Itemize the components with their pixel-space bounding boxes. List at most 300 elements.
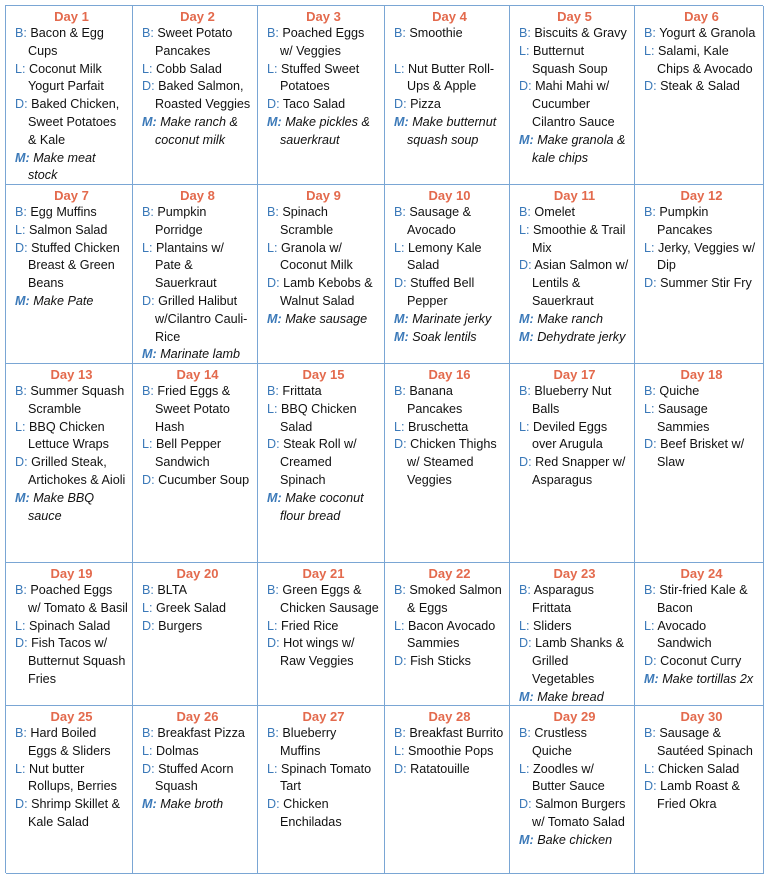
- meal-entry: [394, 61, 505, 97]
- meal-letter: D:: [15, 97, 28, 112]
- meal-letter: L:: [519, 419, 530, 434]
- meal-entry: [519, 222, 630, 258]
- meal-letter: L:: [142, 743, 153, 758]
- day-title: Day 12: [680, 188, 723, 203]
- day-cell: [133, 364, 258, 563]
- meal-text: Cobb Salad: [156, 61, 222, 76]
- day-title: Day 23: [553, 566, 596, 581]
- meal-letter: L:: [519, 618, 530, 633]
- meal-text: Spinach Scramble: [280, 205, 334, 237]
- meal-letter: B:: [394, 384, 406, 398]
- meal-letter: M:: [394, 114, 409, 129]
- meal-text: Zoodles w/ Butter Sauce: [532, 761, 605, 794]
- day-title: Day 19: [50, 566, 93, 581]
- meal-letter: B:: [644, 583, 656, 597]
- day-cell: [635, 706, 764, 874]
- meal-text: Make tortillas 2x: [662, 671, 754, 686]
- meal-letter: B:: [142, 583, 154, 597]
- meal-text: Green Eggs & Chicken Sausage: [280, 583, 379, 615]
- meal-entry: [394, 743, 505, 761]
- meal-letter: D:: [267, 437, 280, 452]
- meal-entry: [394, 582, 505, 618]
- meal-text: Granola w/ Coconut Milk: [280, 240, 353, 273]
- day-title: Day 11: [553, 188, 596, 203]
- prep-task: [142, 796, 253, 814]
- meal-text: Smoothie: [409, 26, 463, 40]
- day-title: Day 29: [553, 709, 596, 724]
- meal-text: Burgers: [158, 618, 203, 633]
- meal-text: Cucumber Soup: [158, 472, 250, 487]
- day-title: Day 1: [54, 9, 89, 24]
- meal-entry: [644, 778, 759, 814]
- meal-letter: B:: [267, 384, 279, 398]
- meal-text: Grilled Halibut w/Cilantro Cauli- Rice: [155, 293, 248, 344]
- meal-text: Smoothie & Trail Mix: [532, 222, 626, 255]
- prep-task: [394, 329, 505, 347]
- meal-entry: [394, 240, 505, 276]
- meal-text: Hard Boiled Eggs & Sliders: [28, 726, 111, 758]
- meal-entry: [644, 401, 759, 437]
- meal-entry: [267, 401, 380, 437]
- meal-entry: [394, 96, 505, 114]
- prep-task: [267, 114, 380, 150]
- meal-letter: L:: [15, 61, 26, 76]
- meal-letter: L:: [15, 761, 26, 776]
- meal-entry: [644, 25, 759, 43]
- meal-letter: D:: [142, 79, 155, 94]
- meal-entry: [15, 454, 128, 490]
- day-title: Day 24: [680, 566, 723, 581]
- day-title: Day 25: [50, 709, 93, 724]
- meal-entry: [394, 25, 505, 43]
- prep-task: [142, 346, 253, 364]
- meal-letter: L:: [644, 618, 655, 633]
- day-title: Day 4: [432, 9, 467, 24]
- meal-text: Marinate lamb: [160, 347, 240, 362]
- meal-text: Lemony Kale Salad: [407, 240, 482, 273]
- day-cell: [6, 706, 133, 874]
- meal-letter: D:: [394, 97, 407, 112]
- meal-text: Bell Pepper Sandwich: [155, 437, 222, 470]
- meal-letter: L:: [519, 761, 530, 776]
- meal-text: Stuffed Chicken Breast & Green Beans: [28, 240, 120, 291]
- prep-task: [519, 311, 630, 329]
- meal-letter: B:: [519, 205, 531, 219]
- meal-entry: [142, 204, 253, 240]
- day-cell: [6, 185, 133, 364]
- meal-letter: L:: [644, 401, 655, 416]
- prep-task: [267, 311, 380, 329]
- meal-entry: [267, 61, 380, 97]
- meal-letter: B:: [519, 583, 531, 597]
- prep-task: [267, 490, 380, 526]
- meal-letter: D:: [267, 797, 280, 812]
- meal-text: Fried Eggs & Sweet Potato Hash: [155, 384, 231, 434]
- meal-entry: [644, 204, 759, 240]
- meal-entry: [519, 257, 630, 310]
- day-cell: [510, 706, 635, 874]
- meal-letter: M:: [519, 132, 534, 147]
- day-title: Day 30: [680, 709, 723, 724]
- meal-letter: D:: [519, 797, 532, 812]
- meal-letter: L:: [394, 419, 405, 434]
- meal-text: Deviled Eggs over Arugula: [532, 419, 608, 452]
- meal-entry: [394, 653, 505, 671]
- meal-text: Bacon & Egg Cups: [28, 26, 104, 58]
- meal-letter: L:: [519, 222, 530, 237]
- meal-entry: [142, 743, 253, 761]
- meal-entry: [15, 761, 128, 797]
- day-cell: [635, 185, 764, 364]
- meal-plan-grid: [5, 5, 763, 873]
- meal-letter: L:: [142, 61, 153, 76]
- meal-text: Stir-fried Kale & Bacon: [657, 583, 748, 615]
- day-cell: [635, 6, 764, 185]
- day-title: Day 26: [176, 709, 219, 724]
- meal-text: Bake chicken: [537, 832, 613, 847]
- meal-text: Fish Sticks: [410, 654, 471, 669]
- day-cell: [385, 6, 510, 185]
- meal-entry: [644, 582, 759, 618]
- meal-letter: D:: [644, 79, 657, 94]
- day-cell: [635, 563, 764, 706]
- day-title: Day 15: [302, 367, 345, 382]
- meal-letter: M:: [142, 347, 157, 362]
- meal-entry: [519, 635, 630, 688]
- meal-text: Ratatouille: [410, 761, 470, 776]
- meal-entry: [519, 25, 630, 43]
- meal-entry: [394, 419, 505, 437]
- day-cell: [6, 6, 133, 185]
- meal-letter: M:: [644, 671, 659, 686]
- meal-entry: [142, 293, 253, 346]
- meal-letter: M:: [267, 490, 282, 505]
- day-title: Day 10: [428, 188, 471, 203]
- meal-letter: D:: [142, 618, 155, 633]
- meal-text: Make butternut squash soup: [407, 114, 497, 147]
- day-cell: [133, 706, 258, 874]
- meal-entry: [644, 78, 759, 96]
- meal-text: Breakfast Pizza: [157, 726, 245, 740]
- meal-letter: B:: [267, 205, 279, 219]
- meal-text: BLTA: [157, 583, 188, 597]
- prep-task: [519, 329, 630, 347]
- meal-text: Red Snapper w/ Asparagus: [532, 455, 626, 487]
- meal-text: Make coconut flour bread: [280, 490, 364, 523]
- meal-letter: B:: [644, 726, 656, 740]
- meal-letter: L:: [142, 437, 153, 452]
- meal-letter: L:: [267, 61, 278, 76]
- meal-entry: [15, 635, 128, 688]
- meal-text: Frittata: [282, 384, 322, 398]
- meal-text: Stuffed Sweet Potatoes: [280, 61, 360, 94]
- meal-entry: [267, 383, 380, 401]
- meal-letter: B:: [394, 26, 406, 40]
- meal-entry: [519, 618, 630, 636]
- meal-text: Salmon Burgers w/ Tomato Salad: [532, 797, 626, 829]
- meal-entry: [394, 43, 505, 61]
- meal-text: Avocado Sandwich: [657, 618, 712, 651]
- meal-letter: D:: [394, 761, 407, 776]
- day-title: Day 5: [557, 9, 592, 24]
- meal-letter: D:: [394, 437, 407, 452]
- meal-text: Make sausage: [285, 311, 368, 326]
- meal-text: Crustless Quiche: [532, 726, 587, 758]
- meal-entry: [267, 725, 380, 761]
- meal-entry: [267, 796, 380, 832]
- meal-text: Yogurt & Granola: [659, 26, 756, 40]
- meal-entry: [267, 25, 380, 61]
- meal-letter: D:: [519, 258, 532, 273]
- meal-letter: B:: [644, 205, 656, 219]
- day-title: Day 14: [176, 367, 219, 382]
- meal-letter: M:: [267, 311, 282, 326]
- meal-entry: [142, 25, 253, 61]
- prep-task: [15, 293, 128, 311]
- day-cell: [133, 185, 258, 364]
- meal-entry: [15, 25, 128, 61]
- meal-entry: [519, 725, 630, 761]
- meal-text: Make meat stock: [28, 150, 96, 183]
- prep-task: [15, 490, 128, 526]
- meal-entry: [519, 43, 630, 79]
- meal-letter: D:: [644, 654, 657, 669]
- prep-task: [394, 311, 505, 329]
- meal-text: Banana Pancakes: [407, 384, 463, 416]
- meal-entry: [644, 43, 759, 79]
- meal-text: Bacon Avocado Sammies: [407, 618, 496, 651]
- prep-task: [394, 114, 505, 150]
- meal-text: Poached Eggs w/ Veggies: [280, 26, 365, 58]
- meal-letter: D:: [15, 636, 28, 651]
- meal-text: Grilled Steak, Artichokes & Aioli: [28, 455, 126, 487]
- meal-text: Spinach Salad: [29, 618, 111, 633]
- meal-text: Plantains w/ Pate & Sauerkraut: [155, 240, 224, 291]
- prep-task: [15, 150, 128, 185]
- meal-text: Make broth: [160, 797, 224, 812]
- meal-entry: [394, 725, 505, 743]
- meal-letter: B:: [519, 384, 531, 398]
- meal-letter: D:: [142, 761, 155, 776]
- meal-text: Marinate jerky: [412, 311, 492, 326]
- meal-letter: D:: [394, 654, 407, 669]
- meal-text: Taco Salad: [282, 97, 346, 112]
- meal-letter: D:: [15, 797, 28, 812]
- meal-letter: L:: [267, 618, 278, 633]
- meal-letter: D:: [519, 636, 532, 651]
- meal-letter: M:: [142, 797, 157, 812]
- meal-letter: L:: [394, 61, 405, 76]
- meal-entry: [394, 436, 505, 489]
- meal-text: Hot wings w/ Raw Veggies: [280, 636, 355, 669]
- meal-letter: B:: [142, 205, 154, 219]
- meal-letter: L:: [394, 618, 405, 633]
- meal-text: Blueberry Muffins: [280, 726, 337, 758]
- meal-entry: [644, 275, 759, 293]
- meal-text: Asian Salmon w/ Lentils & Sauerkraut: [532, 258, 629, 308]
- meal-text: Fried Rice: [281, 618, 339, 633]
- meal-text: Lamb Roast & Fried Okra: [657, 779, 740, 812]
- meal-letter: B:: [644, 26, 656, 40]
- meal-entry: [142, 725, 253, 743]
- meal-letter: D:: [519, 455, 532, 470]
- day-cell: [6, 563, 133, 706]
- meal-letter: L:: [15, 419, 26, 434]
- meal-text: Make granola & kale chips: [532, 132, 626, 165]
- meal-letter: D:: [644, 437, 657, 452]
- meal-letter: B:: [394, 205, 406, 219]
- meal-letter: B:: [15, 726, 27, 740]
- meal-entry: [15, 61, 128, 97]
- meal-entry: [142, 472, 253, 490]
- meal-text: Baked Chicken, Sweet Potatoes & Kale: [28, 97, 120, 147]
- prep-task: [142, 114, 253, 150]
- meal-text: Make ranch: [537, 311, 603, 326]
- prep-task: [519, 132, 630, 168]
- day-title: Day 20: [176, 566, 219, 581]
- meal-text: Sausage Sammies: [657, 401, 710, 434]
- meal-text: Stuffed Acorn Squash: [155, 761, 234, 794]
- meal-entry: [15, 96, 128, 149]
- meal-entry: [394, 761, 505, 779]
- meal-text: Stuffed Bell Pepper: [407, 276, 475, 308]
- meal-text: Make BBQ sauce: [28, 490, 95, 523]
- meal-letter: M:: [519, 832, 534, 847]
- meal-entry: [142, 600, 253, 618]
- meal-entry: [15, 582, 128, 618]
- day-cell: [385, 563, 510, 706]
- meal-letter: B:: [267, 26, 279, 40]
- meal-text: Breakfast Burrito: [409, 726, 504, 740]
- meal-letter: L:: [15, 618, 26, 633]
- meal-text: Salami, Kale Chips & Avocado: [657, 43, 753, 76]
- meal-entry: [142, 240, 253, 293]
- meal-entry: [142, 61, 253, 79]
- meal-entry: [394, 618, 505, 654]
- meal-entry: [394, 383, 505, 419]
- meal-text: Lamb Shanks & Grilled Vegetables: [532, 636, 625, 686]
- meal-text: Steak & Salad: [660, 79, 740, 94]
- meal-letter: D:: [142, 293, 155, 308]
- meal-letter: L:: [267, 761, 278, 776]
- meal-entry: [15, 204, 128, 222]
- day-title: Day 13: [50, 367, 93, 382]
- meal-text: Spinach Tomato Tart: [280, 761, 372, 794]
- meal-letter: B:: [15, 26, 27, 40]
- meal-text: Beef Brisket w/ Slaw: [657, 437, 745, 470]
- meal-entry: [394, 275, 505, 311]
- meal-letter: D:: [267, 276, 280, 291]
- meal-entry: [267, 582, 380, 618]
- day-title: Day 16: [428, 367, 471, 382]
- meal-entry: [644, 240, 759, 276]
- meal-text: Make Pate: [33, 293, 94, 308]
- meal-entry: [644, 653, 759, 671]
- meal-letter: B:: [142, 26, 154, 40]
- meal-text: Fish Tacos w/ Butternut Squash Fries: [28, 636, 126, 686]
- meal-text: Sliders: [533, 618, 572, 633]
- meal-text: Butternut Squash Soup: [532, 43, 608, 76]
- day-cell: [510, 364, 635, 563]
- meal-letter: L:: [267, 401, 278, 416]
- meal-letter: M:: [142, 114, 157, 129]
- meal-letter: M:: [394, 311, 409, 326]
- meal-entry: [267, 618, 380, 636]
- meal-text: Soak lentils: [412, 329, 477, 344]
- meal-letter: L:: [142, 600, 153, 615]
- day-title: Day 17: [553, 367, 596, 382]
- meal-text: Smoothie Pops: [408, 743, 494, 758]
- meal-letter: L:: [267, 240, 278, 255]
- meal-letter: L:: [519, 43, 530, 58]
- meal-entry: [519, 454, 630, 490]
- meal-text: Dolmas: [156, 743, 199, 758]
- day-title: Day 2: [180, 9, 215, 24]
- day-cell: [258, 185, 385, 364]
- day-cell: [510, 185, 635, 364]
- meal-entry: [267, 761, 380, 797]
- meal-letter: D:: [644, 276, 657, 291]
- meal-text: Pumpkin Pancakes: [657, 205, 713, 237]
- meal-letter: B:: [15, 583, 27, 597]
- day-cell: [6, 364, 133, 563]
- meal-letter: B:: [267, 583, 279, 597]
- meal-letter: B:: [15, 205, 27, 219]
- day-cell: [385, 364, 510, 563]
- meal-letter: L:: [394, 743, 405, 758]
- meal-text: Quiche: [659, 384, 700, 398]
- meal-letter: L:: [394, 240, 405, 255]
- meal-text: Nut Butter Roll-Ups & Apple: [407, 61, 495, 94]
- meal-letter: L:: [644, 43, 655, 58]
- meal-entry: [15, 796, 128, 832]
- meal-text: Shrimp Skillet & Kale Salad: [28, 797, 120, 829]
- meal-text: Nut butter Rollups, Berries: [28, 761, 117, 794]
- meal-entry: [15, 725, 128, 761]
- day-title: Day 18: [680, 367, 723, 382]
- meal-text: Make ranch & coconut milk: [155, 114, 238, 147]
- meal-text: Bruschetta: [408, 419, 469, 434]
- meal-entry: [15, 383, 128, 419]
- day-title: Day 8: [180, 188, 215, 203]
- meal-text: Pumpkin Porridge: [155, 205, 207, 237]
- day-title: Day 3: [306, 9, 341, 24]
- day-title: Day 7: [54, 188, 89, 203]
- meal-text: BBQ Chicken Lettuce Wraps: [28, 419, 109, 452]
- meal-letter: D:: [15, 455, 28, 470]
- meal-letter: D:: [644, 779, 657, 794]
- meal-entry: [142, 761, 253, 797]
- meal-entry: [142, 78, 253, 114]
- meal-letter: L:: [15, 222, 26, 237]
- meal-entry: [142, 618, 253, 636]
- meal-letter: M:: [267, 114, 282, 129]
- day-title: Day 22: [428, 566, 471, 581]
- day-cell: [133, 563, 258, 706]
- meal-letter: B:: [142, 384, 154, 398]
- meal-entry: [142, 383, 253, 436]
- meal-entry: [267, 275, 380, 311]
- day-cell: [258, 706, 385, 874]
- meal-letter: B:: [644, 384, 656, 398]
- meal-entry: [267, 635, 380, 671]
- meal-text: Jerky, Veggies w/ Dip: [657, 240, 756, 273]
- meal-text: Mahi Mahi w/ Cucumber Cilantro Sauce: [532, 79, 615, 129]
- meal-entry: [519, 761, 630, 797]
- meal-entry: [519, 582, 630, 618]
- meal-text: Chicken Salad: [658, 761, 740, 776]
- meal-letter: B:: [142, 726, 154, 740]
